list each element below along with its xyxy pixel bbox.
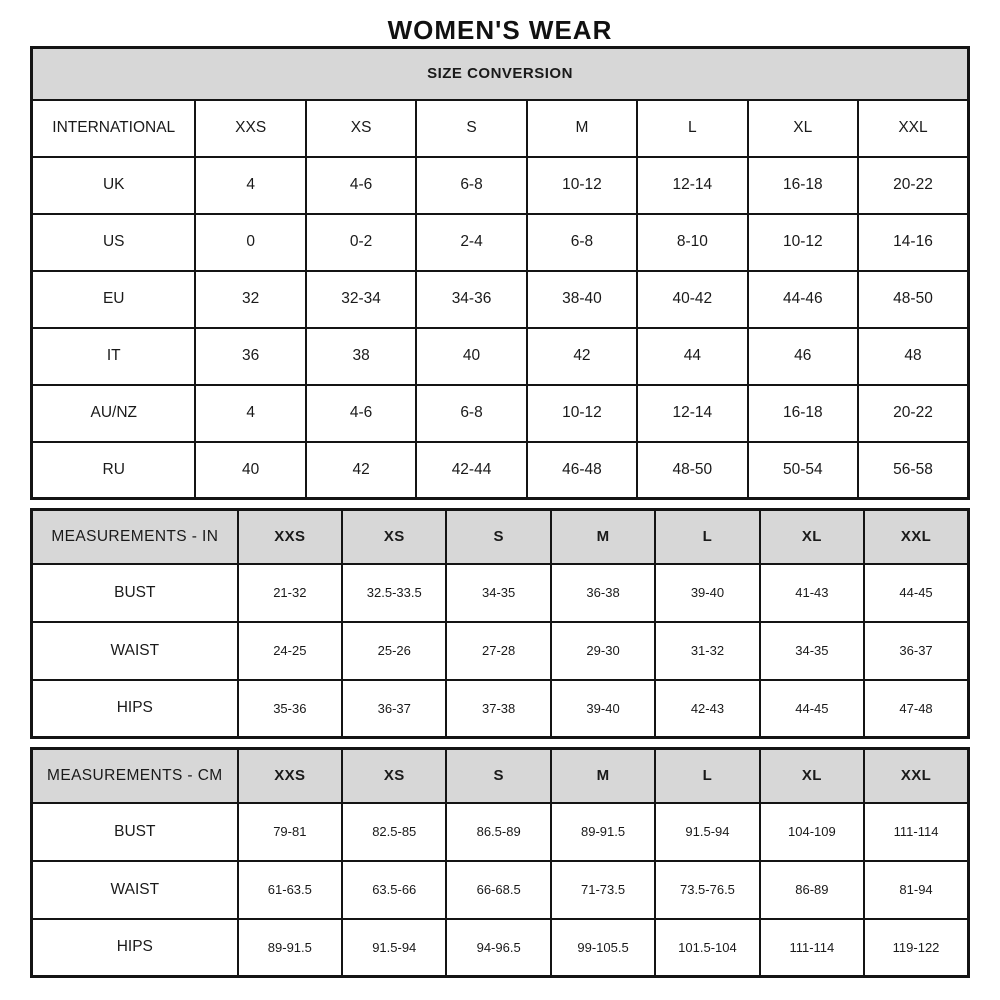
row-label-waist: WAIST [32,622,238,680]
col-header-xs: XS [306,100,416,157]
cell-bust-s: 34-35 [446,564,550,622]
cell-bust-xxs: 79-81 [238,803,342,861]
cell-ru-xs: 42 [306,442,416,499]
page-title: WOMEN'S WEAR [387,15,613,45]
cell-us-l: 8-10 [637,214,747,271]
cell-uk-s: 6-8 [416,157,526,214]
cell-au-nz-xl: 16-18 [748,385,858,442]
cell-ru-xl: 50-54 [748,442,858,499]
row-label-hips: HIPS [32,680,238,738]
cell-waist-m: 71-73.5 [551,861,655,919]
cell-hips-s: 94-96.5 [446,919,550,977]
cell-waist-xl: 86-89 [760,861,864,919]
row-label-it: IT [32,328,196,385]
header-row [32,749,969,803]
col-header-xl: XL [748,100,858,157]
cell-bust-l: 91.5-94 [655,803,759,861]
measurements-in-table [30,508,970,739]
table-row-waist [32,861,969,919]
cell-au-nz-xxs: 4 [195,385,305,442]
col-header-m: M [551,749,655,803]
row-label-bust: BUST [32,803,238,861]
cell-au-nz-s: 6-8 [416,385,526,442]
cell-bust-xxs: 21-32 [238,564,342,622]
row-label-au-nz: AU/NZ [32,385,196,442]
cell-hips-xxl: 47-48 [864,680,968,738]
row-label-hips: HIPS [32,919,238,977]
cell-eu-s: 34-36 [416,271,526,328]
cell-waist-xxs: 61-63.5 [238,861,342,919]
cell-bust-xl: 104-109 [760,803,864,861]
table-banner: SIZE CONVERSION [32,48,969,100]
header-label-measurements-cm: MEASUREMENTS - CM [32,749,238,803]
row-label-bust: BUST [32,564,238,622]
cell-au-nz-l: 12-14 [637,385,747,442]
table-row-hips [32,919,969,977]
cell-bust-xs: 82.5-85 [342,803,446,861]
cell-us-m: 6-8 [527,214,637,271]
col-header-xxl: XXL [864,749,968,803]
col-header-l: L [637,100,747,157]
cell-waist-s: 66-68.5 [446,861,550,919]
cell-waist-xxl: 36-37 [864,622,968,680]
cell-hips-xxs: 35-36 [238,680,342,738]
cell-us-xs: 0-2 [306,214,416,271]
col-header-xl: XL [760,749,864,803]
cell-it-xs: 38 [306,328,416,385]
cell-bust-xxl: 111-114 [864,803,968,861]
col-header-l: L [655,749,759,803]
cell-hips-m: 39-40 [551,680,655,738]
cell-uk-xl: 16-18 [748,157,858,214]
header-row [32,100,969,157]
cell-it-s: 40 [416,328,526,385]
table-row-us [32,214,969,271]
cell-ru-xxl: 56-58 [858,442,969,499]
col-header-m: M [527,100,637,157]
cell-bust-m: 36-38 [551,564,655,622]
cell-hips-l: 42-43 [655,680,759,738]
cell-ru-s: 42-44 [416,442,526,499]
cell-au-nz-xs: 4-6 [306,385,416,442]
row-label-ru: RU [32,442,196,499]
col-header-xs: XS [342,749,446,803]
cell-uk-l: 12-14 [637,157,747,214]
header-label-international: INTERNATIONAL [32,100,196,157]
cell-it-m: 42 [527,328,637,385]
row-label-eu: EU [32,271,196,328]
table-row-waist [32,622,969,680]
col-header-xxl: XXL [858,100,969,157]
table-row-hips [32,680,969,738]
col-header-s: S [446,749,550,803]
cell-waist-xl: 34-35 [760,622,864,680]
header-label-measurements-in: MEASUREMENTS - IN [32,510,238,564]
cell-hips-xl: 111-114 [760,919,864,977]
cell-bust-l: 39-40 [655,564,759,622]
cell-ru-l: 48-50 [637,442,747,499]
cell-ru-m: 46-48 [527,442,637,499]
col-header-xxs: XXS [195,100,305,157]
col-header-xxs: XXS [238,749,342,803]
cell-waist-xs: 63.5-66 [342,861,446,919]
table-row-bust [32,803,969,861]
cell-eu-xl: 44-46 [748,271,858,328]
cell-waist-xxs: 24-25 [238,622,342,680]
cell-hips-xs: 36-37 [342,680,446,738]
cell-waist-xs: 25-26 [342,622,446,680]
table-row-ru [32,442,969,499]
col-header-m: M [551,510,655,564]
cell-us-xxs: 0 [195,214,305,271]
cell-hips-xxs: 89-91.5 [238,919,342,977]
cell-eu-xxl: 48-50 [858,271,969,328]
cell-us-xl: 10-12 [748,214,858,271]
size-conversion-table [30,46,970,500]
header-row [32,510,969,564]
cell-uk-xxl: 20-22 [858,157,969,214]
col-header-xxl: XXL [864,510,968,564]
cell-hips-xl: 44-45 [760,680,864,738]
cell-hips-xs: 91.5-94 [342,919,446,977]
cell-au-nz-m: 10-12 [527,385,637,442]
cell-waist-xxl: 81-94 [864,861,968,919]
table-row-it [32,328,969,385]
cell-bust-xs: 32.5-33.5 [342,564,446,622]
table-row-uk [32,157,969,214]
cell-bust-xxl: 44-45 [864,564,968,622]
col-header-l: L [655,510,759,564]
cell-hips-m: 99-105.5 [551,919,655,977]
cell-bust-xl: 41-43 [760,564,864,622]
col-header-xxs: XXS [238,510,342,564]
cell-uk-xxs: 4 [195,157,305,214]
cell-uk-m: 10-12 [527,157,637,214]
cell-waist-l: 73.5-76.5 [655,861,759,919]
cell-bust-m: 89-91.5 [551,803,655,861]
col-header-s: S [416,100,526,157]
cell-eu-xs: 32-34 [306,271,416,328]
cell-au-nz-xxl: 20-22 [858,385,969,442]
cell-ru-xxs: 40 [195,442,305,499]
cell-hips-s: 37-38 [446,680,550,738]
col-header-s: S [446,510,550,564]
measurements-cm-table [30,747,970,978]
cell-eu-m: 38-40 [527,271,637,328]
cell-waist-m: 29-30 [551,622,655,680]
cell-uk-xs: 4-6 [306,157,416,214]
cell-us-s: 2-4 [416,214,526,271]
cell-it-xxl: 48 [858,328,969,385]
cell-it-xxs: 36 [195,328,305,385]
col-header-xs: XS [342,510,446,564]
col-header-xl: XL [760,510,864,564]
cell-hips-l: 101.5-104 [655,919,759,977]
cell-eu-xxs: 32 [195,271,305,328]
cell-it-l: 44 [637,328,747,385]
cell-waist-s: 27-28 [446,622,550,680]
cell-it-xl: 46 [748,328,858,385]
cell-hips-xxl: 119-122 [864,919,968,977]
cell-eu-l: 40-42 [637,271,747,328]
cell-bust-s: 86.5-89 [446,803,550,861]
cell-us-xxl: 14-16 [858,214,969,271]
table-row-au-nz [32,385,969,442]
row-label-us: US [32,214,196,271]
row-label-waist: WAIST [32,861,238,919]
row-label-uk: UK [32,157,196,214]
table-row-eu [32,271,969,328]
cell-waist-l: 31-32 [655,622,759,680]
table-row-bust [32,564,969,622]
table-banner-row [32,48,969,100]
